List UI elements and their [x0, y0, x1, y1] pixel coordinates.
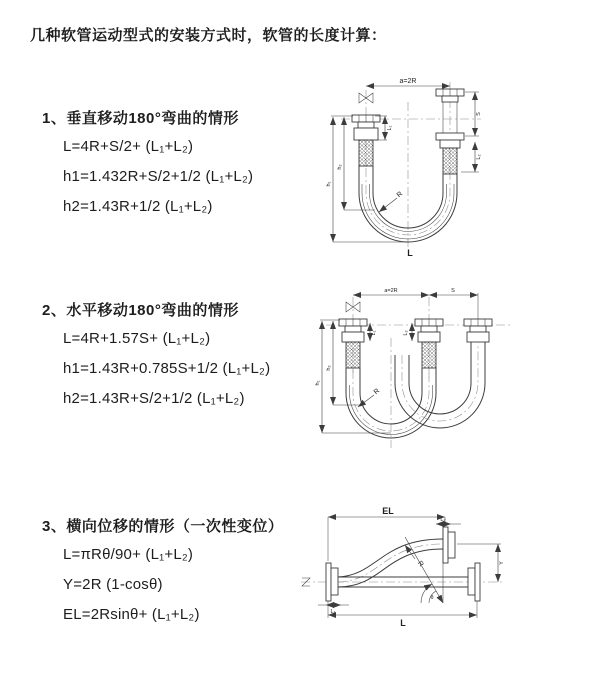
radius-label: R	[415, 560, 425, 569]
right-lower-fitting	[436, 133, 464, 174]
dim-label-el: EL	[382, 506, 394, 516]
page-title: 几种软管运动型式的安装方式时，软管的长度计算：	[30, 27, 387, 44]
formula-s1-l: L=4R+S/2+ (L₁+L₂)	[63, 138, 194, 155]
section-3-heading: 3、横向位移的情形（一次性变位）	[42, 518, 284, 535]
s-curve-hose-position	[338, 539, 443, 587]
dimension-y	[457, 544, 505, 582]
formula-s2-l: L=4R+1.57S+ (L₁+L₂)	[63, 330, 211, 347]
hose-braid-left	[359, 140, 373, 166]
right-lower-flange	[468, 563, 480, 601]
dimension-s	[465, 92, 482, 136]
diagram-horizontal-180-bend	[306, 283, 566, 458]
dim-label-y: Y	[499, 561, 505, 565]
dimension-l1	[370, 323, 377, 341]
left-fitting	[339, 319, 367, 368]
dimension-a2r	[353, 288, 478, 319]
dim-label-s: S	[451, 288, 455, 294]
dim-label-l2: L₂	[476, 154, 482, 160]
dim-label-h2: h₂	[337, 164, 343, 170]
dimension-el	[328, 506, 445, 561]
dim-label-l2: L₂	[403, 330, 409, 336]
dimension-l2	[403, 323, 412, 341]
dim-label-a2r: a=2R	[399, 78, 417, 85]
right-fitting	[464, 319, 492, 342]
middle-fitting	[415, 319, 443, 368]
formula-s1-h2: h2=1.43R+1/2 (L₁+L₂)	[63, 198, 213, 215]
dim-label-l1: L₁	[387, 125, 393, 131]
formula-s1-h1: h1=1.432R+S/2+1/2 (L₁+L₂)	[63, 168, 254, 185]
dimension-l1	[318, 605, 349, 615]
angle-label: θ	[430, 595, 434, 601]
diagram-lateral-displacement	[293, 503, 593, 653]
dimension-l	[328, 601, 477, 628]
dimension-l2	[436, 517, 461, 524]
dim-label-l: L	[400, 618, 406, 628]
dim-label-s: S	[476, 112, 482, 116]
dim-label-a2r: a=2R	[384, 288, 398, 294]
radius-callout	[379, 191, 404, 212]
left-fitting	[352, 115, 380, 166]
left-flange	[326, 563, 338, 601]
angle-construction	[405, 527, 443, 603]
formula-s3-l: L=πRθ/90+ (L₁+L₂)	[63, 546, 194, 563]
formula-s2-h2: h2=1.43R+S/2+1/2 (L₁+L₂)	[63, 390, 245, 407]
dim-label-l1: L₁	[371, 330, 377, 336]
diagram-vertical-180-bend	[313, 72, 563, 262]
length-label: L	[407, 248, 413, 258]
dim-label-h1: h₁	[326, 181, 332, 187]
dimension-l2	[461, 142, 482, 172]
formula-s3-el: EL=2Rsinθ+ (L₁+L₂)	[63, 606, 200, 623]
radius-label: R	[372, 387, 382, 397]
hose-u-bend-position2	[395, 342, 485, 428]
formula-s3-y: Y=2R (1-cosθ)	[63, 576, 163, 593]
radius-callout	[405, 545, 425, 568]
formula-s2-h1: h1=1.43R+0.785S+1/2 (L₁+L₂)	[63, 360, 271, 377]
dim-label-h1: h₁	[315, 380, 321, 386]
dim-label-h2: h₂	[326, 365, 332, 371]
dim-label-l2: L₂	[440, 517, 446, 523]
right-upper-flange	[443, 527, 455, 563]
dimension-s	[429, 288, 478, 295]
section-2-heading: 2、水平移动180°弯曲的情形	[42, 302, 239, 319]
radius-callout	[358, 388, 381, 407]
hose-braid-right	[443, 148, 457, 174]
dimension-a2r	[366, 78, 450, 86]
radius-label: R	[395, 190, 405, 200]
dim-label-l1: L₁	[330, 609, 336, 615]
section-1-heading: 1、垂直移动180°弯曲的情形	[42, 110, 239, 127]
